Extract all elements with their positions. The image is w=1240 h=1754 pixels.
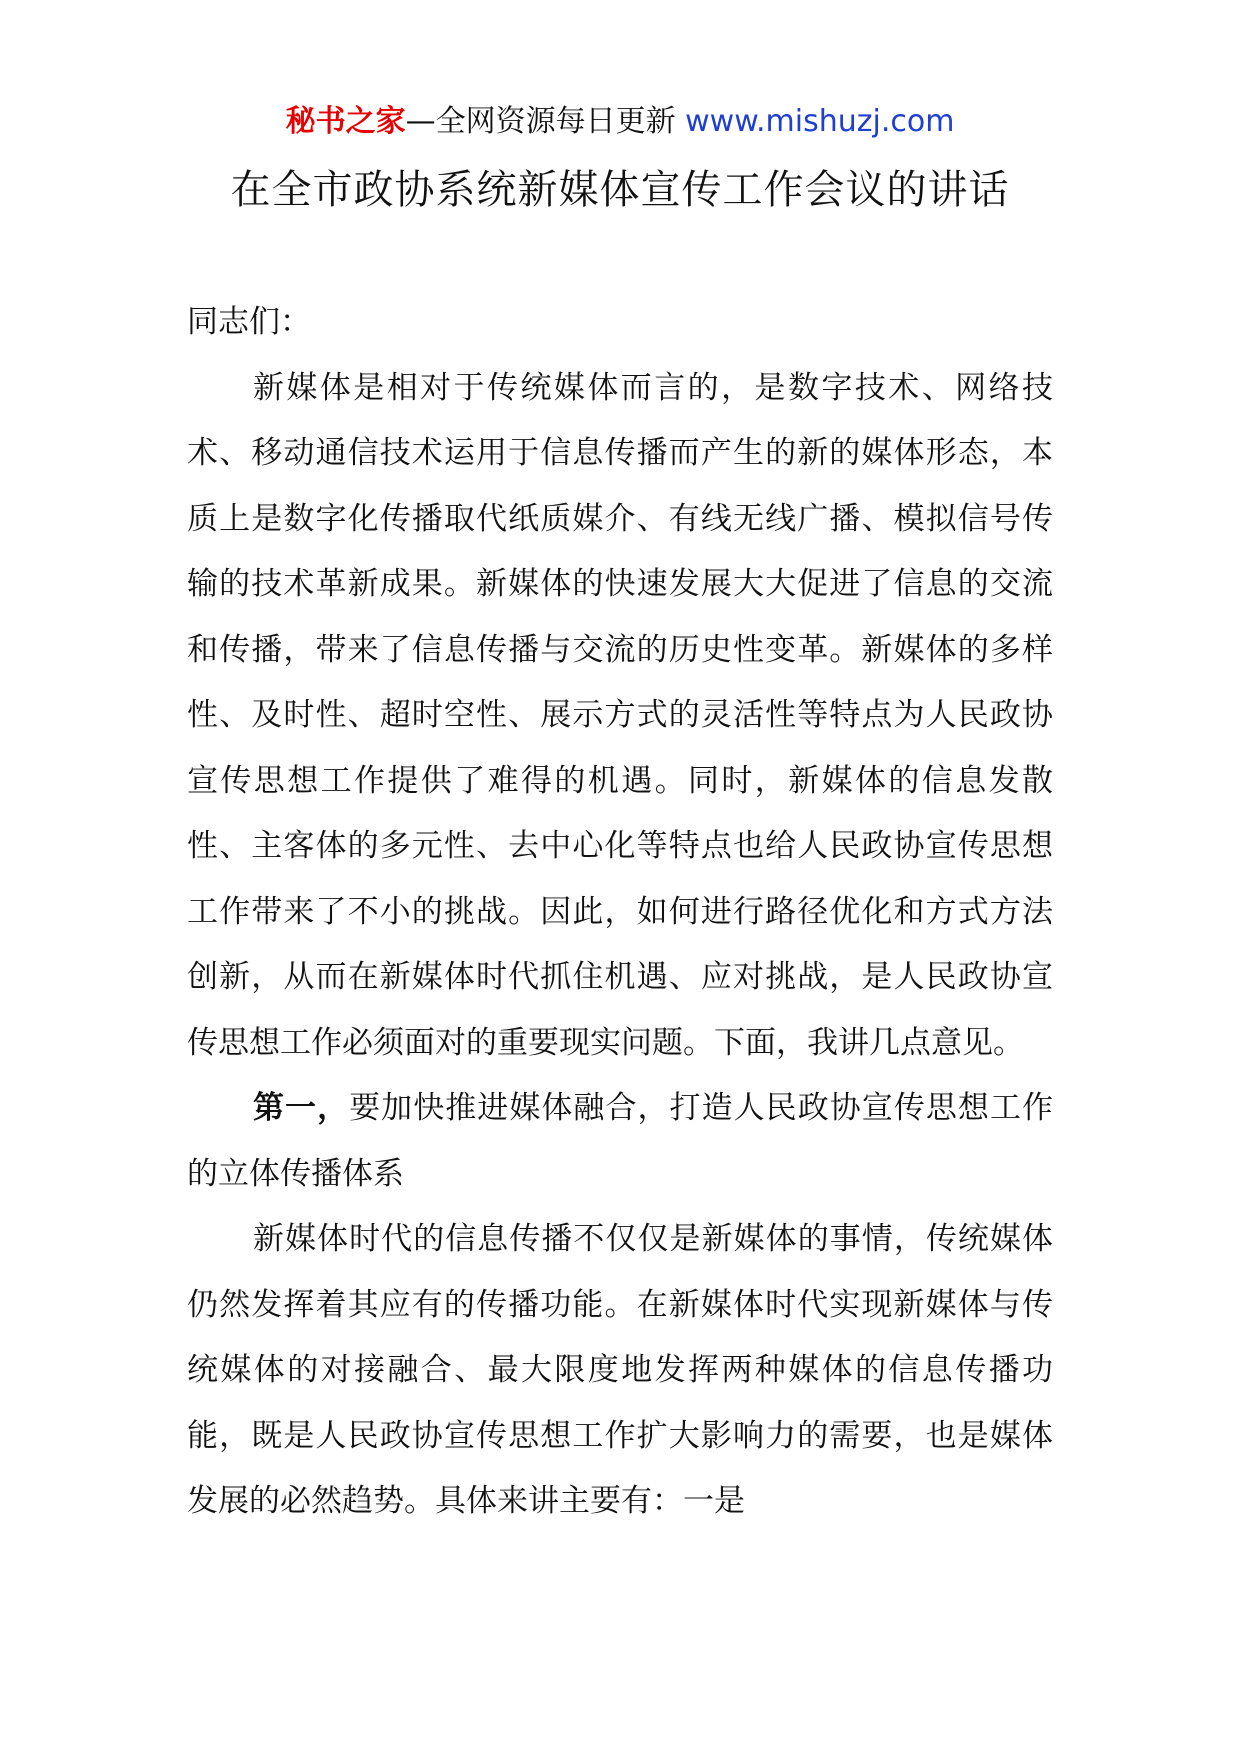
- paragraph-intro: 新媒体是相对于传统媒体而言的，是数字技术、网络技术、移动通信技术运用于信息传播而产生的新的媒体形态，本质上是数字化传播取代纸质媒介、有线无线广播、模拟信号传输的技术革新成果。新媒体的快速发展大大促进了信息的交流和传播，带来了信息传播与交流的历史性变革。新媒体的多样性、及时性、超时空性、展示方式的灵活性等特点为人民政协宣传思想工作提供了难得的机遇。同时，新媒体的信息发散性、主客体的多元性、去中心化等特点也给人民政协宣传思想工作带来了不小的挑战。因此，如何进行路径优化和方式方法创新，从而在新媒体时代抓住机遇、应对挑战，是人民政协宣传思想工作必须面对的重要现实问题。下面，我讲几点意见。: [187, 369, 1053, 1061]
- document-title: 在全市政协系统新媒体宣传工作会议的讲话: [230, 167, 1010, 213]
- salutation: 同志们：: [187, 304, 311, 340]
- paragraph-section-1: 新媒体时代的信息传播不仅仅是新媒体的事情，传统媒体仍然发挥着其应有的传播功能。在新媒体时代实现新媒体与传统媒体的对接融合、最大限度地发挥两种媒体的信息传播功能，既是人民政协宣传思想工作扩大影响力的需要，也是媒体发展的必然趋势。具体来讲主要有：一是: [187, 1221, 1053, 1519]
- document-body: [187, 290, 1053, 1535]
- site-header: [0, 100, 1240, 144]
- site-url-link[interactable]: www.mishuzj.com: [685, 104, 955, 139]
- header-tagline: —全网资源每日更新: [405, 104, 686, 139]
- section-heading-text: 要加快推进媒体融合，打造人民政协宣传思想工作的立体传播体系: [187, 1090, 1053, 1192]
- section-heading-1: [187, 1076, 1053, 1207]
- section-number: 第一，: [253, 1090, 350, 1126]
- brand-name: 秘书之家: [285, 104, 406, 139]
